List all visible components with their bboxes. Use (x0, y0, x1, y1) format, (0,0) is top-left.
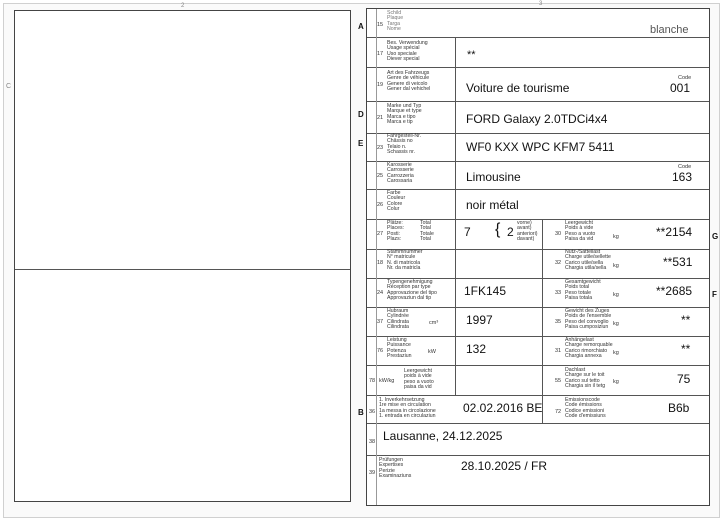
left-page-top-mark: 2 (181, 3, 185, 9)
special-use-value: ** (467, 49, 476, 61)
total-weight-value: **2685 (656, 284, 693, 298)
type-approval-value: 1FK145 (464, 284, 507, 298)
payload-value: **531 (663, 255, 693, 269)
first-registration-value: 02.02.2016 BE (463, 401, 543, 415)
inspections-value: 28.10.2025 / FR (461, 459, 548, 473)
seats-total-value: 7 (464, 225, 471, 239)
make-model-value: FORD Galaxy 2.0TDCi4x4 (466, 112, 608, 126)
vehicle-type-value: Voiture de tourisme (466, 81, 570, 95)
seats-front-value: 2 (507, 225, 514, 239)
side-letter-b: B (358, 408, 364, 417)
plate-type-value: blanche (650, 24, 689, 36)
body-type-code: 163 (672, 170, 693, 184)
right-page-top-mark: 3 (539, 1, 543, 7)
train-weight-value: ** (681, 313, 691, 327)
side-letter-a: A (358, 22, 364, 31)
empty-weight-value: **2154 (656, 225, 693, 239)
place-date-value: Lausanne, 24.12.2025 (383, 429, 503, 443)
color-value: noir métal (466, 198, 519, 212)
left-page-letter: C (6, 83, 12, 90)
emission-code-value: B6b (668, 401, 690, 415)
chassis-number-value: WF0 KXX WPC KFM7 5411 (466, 140, 615, 154)
registration-form: 3 A D E B G F 15 Schild Plaque Targa Nome blanche 17 Bes. Verwendung Usage spécial Uso speciale Diever special ** 19 Art des Fahrzeugs Genre de véhicule Genere di veicolo Gener dal vehichel Voiture de tourisme Code 001 21 Marke und Typ Marque et type Marca e tipo Marca e tip FORD Galaxy 2.0TDCi4x4 23 Fahrgestell-Nr. Châssis no Telaio n. Schassis nr. WF0 KXX WPC KFM7 5411 25 Karosserie Carrosserie Carrozzeria Carossaria Limousine Code 163 26 Farbe Couleur Colore Colur noir métal 27 Plätze: Places: Posti: Plazs: Total Total Totale Total 7 { 2 vorne) avant) anteriori) davant) 30 Leergewicht Poids à vide Peso a vuoto Paisa da vid kg **2154 18 Stammnummer N° matricule N. di matricola Nr. da matricla 32 Nutz-/Sattellast Charge utile/sellette Carico utile/sella Chargia utila/sella kg **531 24 Typengenehmigung Réception par type Approvazione del tipo Approvaziun dal tip 1FK145 33 Gesamtgewicht Poids total Peso totale Paisa totala kg **2685 37 Hubraum Cylindrée Cilindrata Cilindrata cm³ 1997 35 Gewicht des Zuges Poids de l'ensemble Peso del convoglio Paisa cumposiziun kg ** 76 Leistung Puissance Potenza Prestaziun kW 132 31 Anhängelast Charge remorquable Carico rimorchiato Chargia annexa kg ** 78 kW/kg Leergewicht poids à vide peso a vuoto paisa da vid 55 Dachlast Charge sur le toit Carico sul tetto Chargia sin il tetg kg 75 36 1. Inverkehrsetzung 1re mise en circulation 1a messa in circolazione 1. entrada en circulaziun 02.02.2016 BE 72 Emissionscode Code émissions Codice emissioni Code d'emissiuns B6b 38 Lausanne, 24.12.2025 39 Prüfungen Expertises Perizie Examinaziuns 28.10.2025 / FR (366, 8, 710, 506)
side-letter-e: E (358, 139, 364, 148)
trailer-load-value: ** (681, 342, 691, 356)
side-letter-g: G (712, 232, 719, 241)
left-page (6, 3, 351, 502)
roof-load-value: 75 (677, 372, 691, 386)
left-page-divider (15, 269, 350, 270)
side-letter-d: D (358, 110, 364, 119)
displacement-value: 1997 (466, 313, 493, 327)
vehicle-type-code: 001 (670, 81, 691, 95)
power-value: 132 (466, 342, 487, 356)
body-type-value: Limousine (466, 170, 521, 184)
side-letter-f: F (712, 290, 717, 299)
